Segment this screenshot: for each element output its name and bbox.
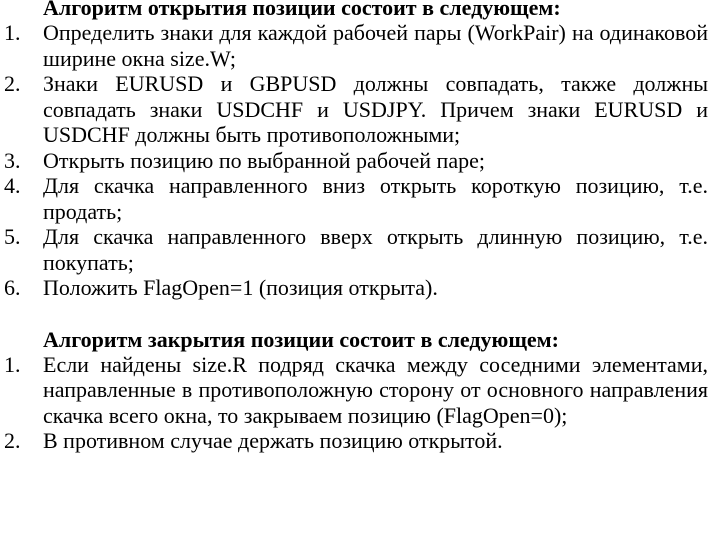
open-algorithm-list	[0, 20, 708, 301]
close-algorithm-heading: Алгоритм закрытия позиции состоит в следующем:	[43, 326, 559, 352]
list-item	[0, 428, 708, 454]
list-item-number: 5.	[4, 224, 21, 249]
list-item	[0, 224, 708, 275]
list-item-number: 2.	[4, 71, 21, 96]
list-item-number: 2.	[4, 428, 21, 453]
list-item-text: Открыть позицию по выбранной рабочей паре;	[43, 147, 485, 173]
list-item-text: Определить знаки для каждой рабочей пары (WorkPair) на одинаковой ширине окна size.W;	[43, 20, 708, 71]
list-item-number: 3.	[4, 147, 21, 173]
list-item-number: 1.	[4, 351, 21, 377]
list-item-text: Знаки EURUSD и GBPUSD должны совпадать, также должны совпадать знаки USDCHF и USDJPY. Причем знаки EURUSD и USDCHF должны быть противоположными;	[43, 71, 708, 147]
list-item	[0, 20, 708, 71]
list-item	[0, 173, 708, 224]
list-item-text: Для скачка направленного вверх открыть длинную позицию, т.е. покупать;	[43, 224, 708, 275]
list-item-text: Если найдены size.R подряд скачка между соседними элементами, направленные в противоположную сторону от основного направления скачка всего окна, то закрываем позицию (FlagOpen=0);	[43, 351, 708, 428]
list-item-number: 1.	[4, 20, 21, 45]
list-item-text: В противном случае держать позицию открытой.	[43, 428, 503, 453]
list-item	[0, 352, 708, 429]
list-item	[0, 148, 708, 174]
list-item-text: Положить FlagOpen=1 (позиция открыта).	[43, 275, 438, 300]
list-item	[0, 275, 708, 301]
close-algorithm-list	[0, 352, 708, 454]
list-item-number: 6.	[4, 275, 21, 300]
list-item	[0, 71, 708, 148]
open-algorithm-heading: Алгоритм открытия позиции состоит в следующем:	[43, 0, 561, 20]
list-item-number: 4.	[4, 173, 21, 198]
list-item-text: Для скачка направленного вниз открыть короткую позицию, т.е. продать;	[43, 173, 708, 224]
